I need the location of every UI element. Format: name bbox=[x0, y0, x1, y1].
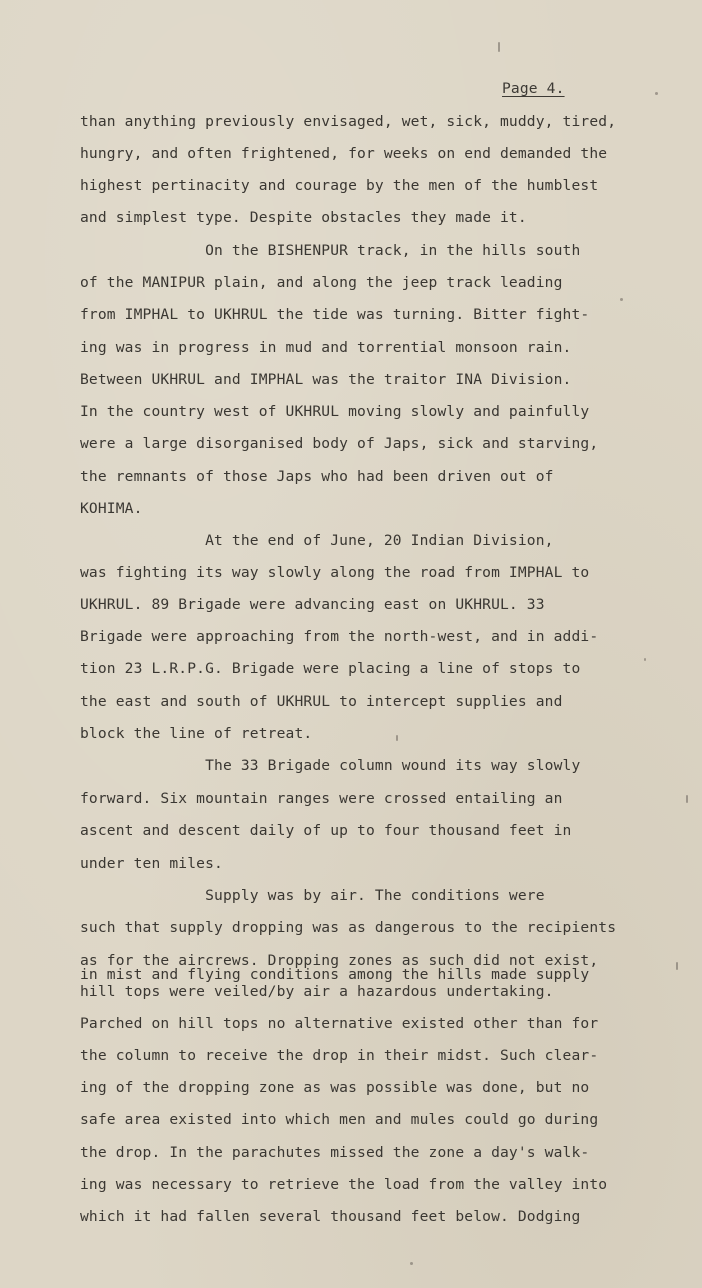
text-line-5: On the BISHENPUR track, in the hills south bbox=[80, 242, 581, 259]
text-line-16: UKHRUL. 89 Brigade were advancing east on UKHRUL. 33 bbox=[80, 596, 545, 613]
paper-mark bbox=[676, 962, 678, 970]
text-line-8: ing was in progress in mud and torrential monsoon rain. bbox=[80, 339, 572, 356]
text-line-34: the drop. In the parachutes missed the zone a day's walk- bbox=[80, 1144, 590, 1161]
text-line-1: than anything previously envisaged, wet, sick, muddy, tired, bbox=[80, 113, 617, 130]
text-line-2: hungry, and often frightened, for weeks on end demanded the bbox=[80, 145, 608, 162]
text-line-9: Between UKHRUL and IMPHAL was the traitor INA Division. bbox=[80, 371, 572, 388]
text-line-24: under ten miles. bbox=[80, 855, 223, 872]
text-line-23: ascent and descent daily of up to four thousand feet in bbox=[80, 822, 572, 839]
paper-mark bbox=[644, 658, 646, 661]
paper-mark bbox=[655, 92, 658, 95]
paper-mark bbox=[396, 735, 398, 741]
text-line-32: ing of the dropping zone as was possible was done, but no bbox=[80, 1079, 590, 1096]
text-line-29: hill tops were veiled/by air a hazardous undertaking. bbox=[80, 983, 554, 1000]
text-line-12: the remnants of those Japs who had been driven out of bbox=[80, 468, 554, 485]
text-line-35: ing was necessary to retrieve the load from the valley into bbox=[80, 1176, 608, 1193]
text-line-19: the east and south of UKHRUL to intercept supplies and bbox=[80, 693, 563, 710]
text-line-27: as for the aircrews. Dropping zones as such did not exist, bbox=[80, 952, 599, 969]
text-line-25: Supply was by air. The conditions were bbox=[80, 887, 545, 904]
paper-mark bbox=[686, 795, 688, 803]
text-line-15: was fighting its way slowly along the road from IMPHAL to bbox=[80, 564, 590, 581]
text-line-28: in mist and flying conditions among the hills made supply bbox=[80, 966, 590, 983]
text-line-31: the column to receive the drop in their midst. Such clear- bbox=[80, 1047, 599, 1064]
text-line-20: block the line of retreat. bbox=[80, 725, 313, 742]
text-line-18: tion 23 L.R.P.G. Brigade were placing a line of stops to bbox=[80, 660, 581, 677]
text-line-3: highest pertinacity and courage by the men of the humblest bbox=[80, 177, 599, 194]
text-line-21: The 33 Brigade column wound its way slowly bbox=[80, 757, 581, 774]
text-line-36: which it had fallen several thousand feet below. Dodging bbox=[80, 1208, 581, 1225]
page-number: Page 4. bbox=[502, 80, 565, 97]
text-line-26: such that supply dropping was as dangerous to the recipients bbox=[80, 919, 617, 936]
text-line-30: Parched on hill tops no alternative existed other than for bbox=[80, 1015, 599, 1032]
text-line-33: safe area existed into which men and mules could go during bbox=[80, 1111, 599, 1128]
text-line-10: In the country west of UKHRUL moving slowly and painfully bbox=[80, 403, 590, 420]
text-line-7: from IMPHAL to UKHRUL the tide was turning. Bitter fight- bbox=[80, 306, 590, 323]
text-line-6: of the MANIPUR plain, and along the jeep track leading bbox=[80, 274, 563, 291]
paper-mark bbox=[620, 298, 623, 301]
text-line-4: and simplest type. Despite obstacles they made it. bbox=[80, 209, 527, 226]
text-line-22: forward. Six mountain ranges were crossed entailing an bbox=[80, 790, 563, 807]
text-line-11: were a large disorganised body of Japs, sick and starving, bbox=[80, 435, 599, 452]
paper-mark bbox=[410, 1262, 413, 1265]
paper-mark bbox=[498, 42, 500, 52]
text-line-17: Brigade were approaching from the north-west, and in addi- bbox=[80, 628, 599, 645]
text-line-14: At the end of June, 20 Indian Division, bbox=[80, 532, 554, 549]
text-line-13: KOHIMA. bbox=[80, 500, 143, 517]
